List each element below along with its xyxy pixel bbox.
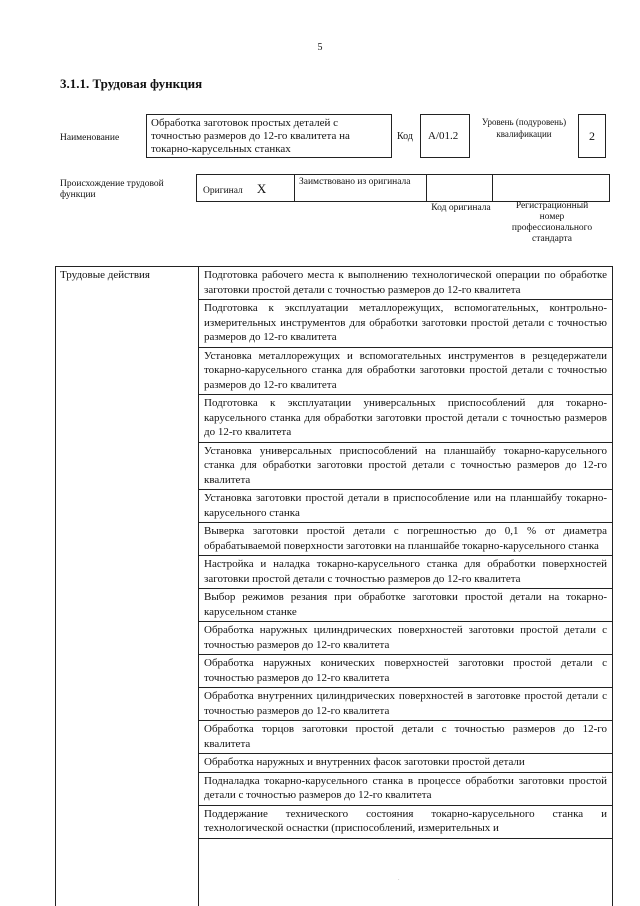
action-item: Обработка наружных конических поверхностей заготовки простой детали с точностью размеров до 12-го квалитета [199, 655, 612, 688]
action-item: Установка металлорежущих и вспомогательных инструментов в резцедержатели токарно-карусельного станка для обработки заготовки простой детали с точностью размеров до 12-го квалитета [199, 348, 612, 396]
original-code-cell [426, 174, 492, 202]
action-item: Выверка заготовки простой детали с погрешностью до 0,1 % от диаметра обрабатываемой поверхности заготовки на планшайбе токарно-карусельного станка [199, 523, 612, 556]
action-item: Настройка и наладка токарно-карусельного станка для обработки поверхностей заготовки простой детали с точностью размеров до 12-го квалитета [199, 556, 612, 589]
action-item: Выбор режимов резания при обработке заготовки простой детали на токарно-карусельном станке [199, 589, 612, 622]
section-title: 3.1.1. Трудовая функция [60, 76, 203, 91]
origin-label: Происхождение трудовой функции [60, 179, 164, 200]
action-item: Обработка наружных и внутренних фасок заготовки простой детали [199, 754, 612, 773]
registration-number-cell [492, 174, 610, 202]
action-item: Обработка наружных цилиндрических поверхностей заготовки простой детали с точностью размеров до 12-го квалитета [199, 622, 612, 655]
code-label: Код [397, 131, 413, 142]
labour-actions-table [55, 266, 613, 906]
origin-row [196, 174, 610, 202]
name-label: Наименование [60, 133, 120, 143]
action-item: Подготовка рабочего места к выполнению технологической операции по обработке заготовки простой детали с точностью размеров до 12-го квалитета [199, 267, 612, 300]
code-caption: Код оригинала [431, 203, 491, 213]
original-label: Оригинал [203, 186, 243, 196]
scan-artifact: . [398, 876, 400, 882]
row-label: Трудовые действия [56, 267, 199, 906]
original-mark: X [256, 181, 267, 196]
action-item: Подготовка к эксплуатации металлорежущих, вспомогательных, контрольно-измерительных инструментов для обработки заготовки простой детали с точностью размеров до 12-го квалитета [199, 300, 612, 348]
original-cell [196, 174, 294, 202]
borrowed-cell: Заимствовано из оригинала [294, 174, 426, 202]
function-code-box: A/01.2 [420, 114, 470, 158]
action-item: Обработка торцов заготовки простой детали с точностью размеров до 12-го квалитета [199, 721, 612, 754]
page-number: 5 [317, 42, 323, 53]
action-item: Установка универсальных приспособлений на планшайбу токарно-карусельного станка для обработки заготовки простой детали с точностью размеров до 12-го квалитета [199, 443, 612, 491]
action-item: Подготовка к эксплуатации универсальных приспособлений для токарно-карусельного станка для обработки заготовки простой детали с точностью размеров до 12-го квалитета [199, 395, 612, 443]
function-name-box: Обработка заготовок простых деталей с точностью размеров до 12-го квалитета на токарно-карусельных станках [146, 114, 392, 158]
registration-caption: Регистрационный номер профессионального стандарта [511, 201, 593, 244]
action-item: Установка заготовки простой детали в приспособление или на планшайбу токарно-карусельного станка [199, 490, 612, 523]
action-item: Подналадка токарно-карусельного станка в процессе обработки заготовки простой детали с точностью размеров до 12-го квалитета [199, 773, 612, 806]
action-item: Обработка внутренних цилиндрических поверхностей в заготовке простой детали с точностью размеров до 12-го квалитета [199, 688, 612, 721]
actions-list [199, 267, 612, 839]
level-label: Уровень (подуровень) квалификации [481, 117, 567, 139]
action-item: Поддержание технического состояния токарно-карусельного станка и технологической оснастки (приспособлений, измерительных и [199, 806, 612, 839]
qualification-level-box: 2 [578, 114, 606, 158]
